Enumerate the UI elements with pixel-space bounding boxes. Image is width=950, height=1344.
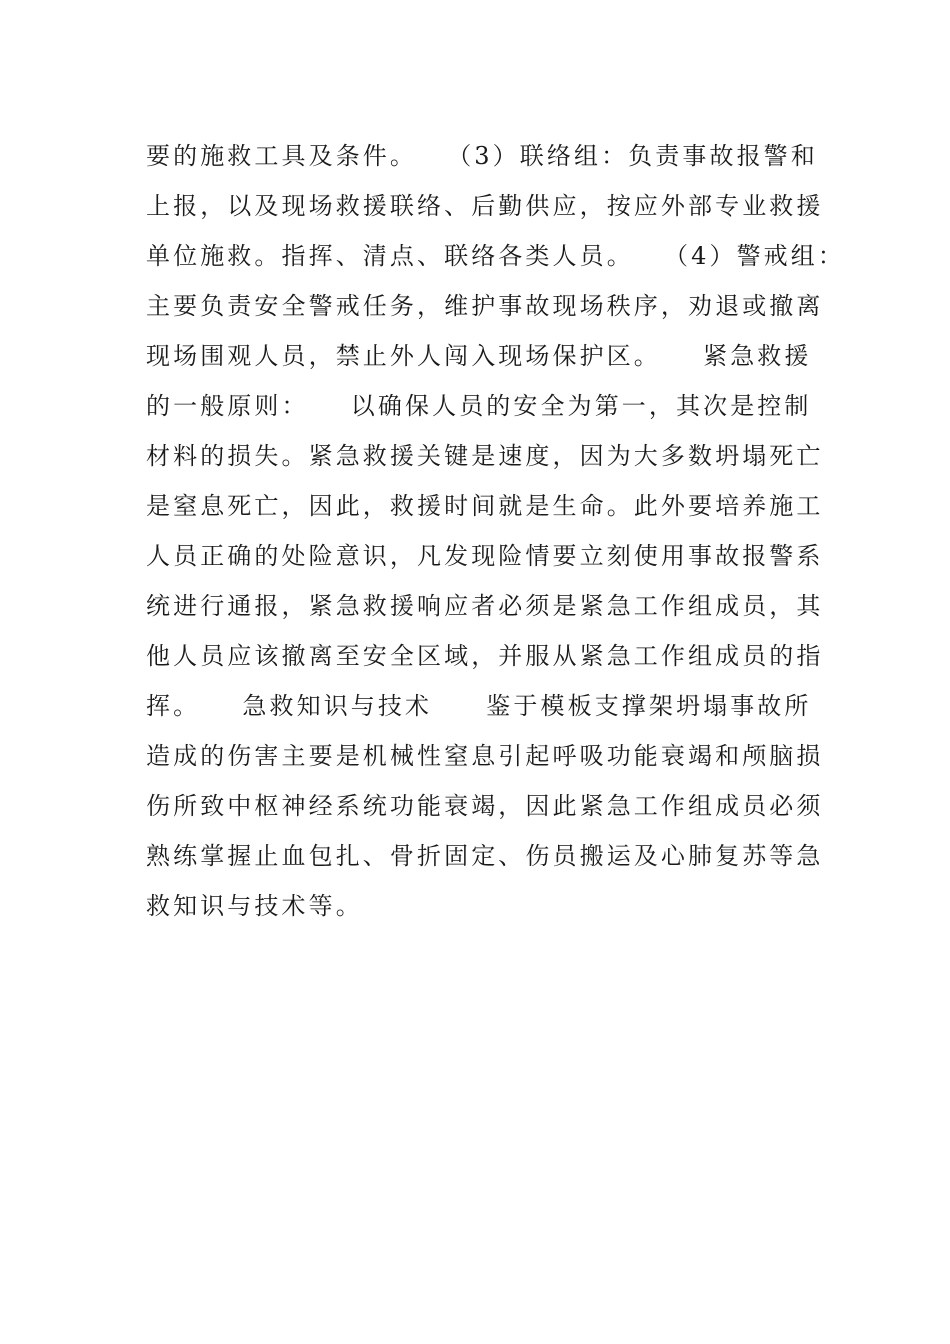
text-line: 上报，以及现场救援联络、后勤供应，按应外部专业救援 (146, 192, 824, 220)
text-line: 挥。 急救知识与技术 鉴于模板支撑架坍塌事故所 (146, 692, 812, 720)
body-text (146, 131, 845, 931)
text-line: 材料的损失。紧急救援关键是速度，因为大多数坍塌死亡 (146, 442, 824, 470)
text-line: 要的施救工具及条件。 （3）联络组：负责事故报警和 (146, 142, 818, 170)
text-line: 是窒息死亡，因此，救援时间就是生命。此外要培养施工 (146, 492, 824, 520)
text-line: 的一般原则： 以确保人员的安全为第一，其次是控制 (146, 392, 812, 420)
text-line: 他人员应该撤离至安全区域，并服从紧急工作组成员的指 (146, 642, 824, 670)
text-line: 现场围观人员，禁止外人闯入现场保护区。 紧急救援 (146, 342, 812, 370)
text-line: 人员正确的处险意识，凡发现险情要立刻使用事故报警系 (146, 542, 824, 570)
text-line: 伤所致中枢神经系统功能衰竭，因此紧急工作组成员必须 (146, 792, 824, 820)
text-line: 造成的伤害主要是机械性窒息引起呼吸功能衰竭和颅脑损 (146, 742, 824, 770)
text-line: 熟练掌握止血包扎、骨折固定、伤员搬运及心肺复苏等急 (146, 842, 824, 870)
text-line: 主要负责安全警戒任务，维护事故现场秩序，劝退或撤离 (146, 292, 824, 320)
text-line: 单位施救。指挥、清点、联络各类人员。 （4）警戒组： (146, 242, 845, 270)
text-line: 统进行通报，紧急救援响应者必须是紧急工作组成员，其 (146, 592, 824, 620)
text-line: 救知识与技术等。 (146, 892, 363, 920)
